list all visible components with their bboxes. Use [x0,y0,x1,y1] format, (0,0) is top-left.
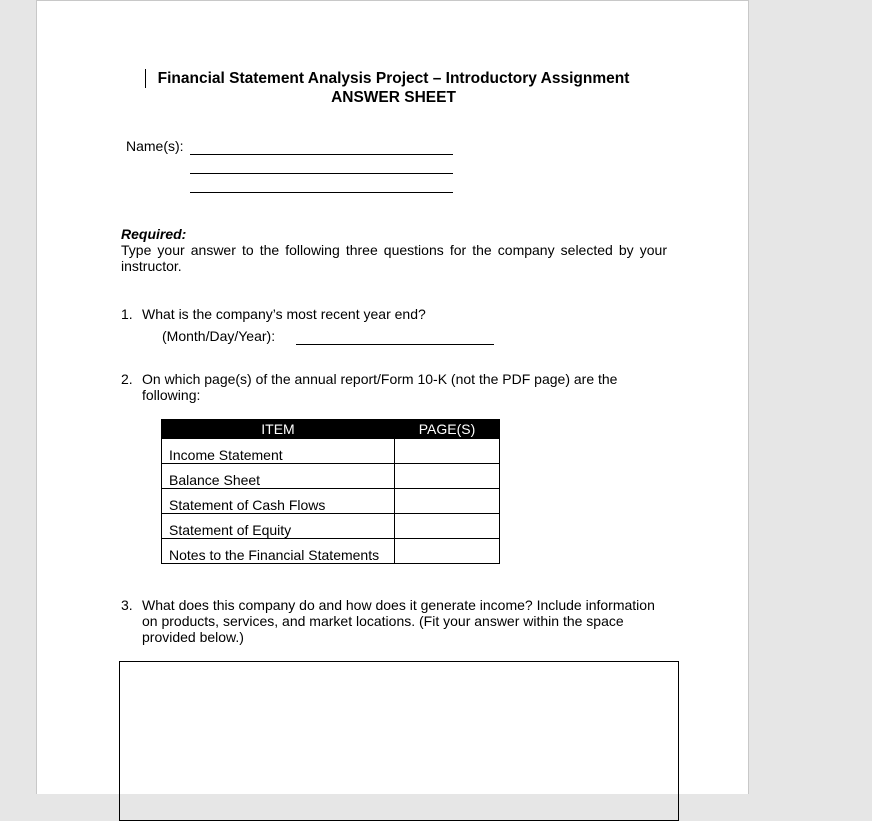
question-1-text: What is the company’s most recent year end? [142,306,426,322]
question-3-number: 3. [121,597,133,613]
statements-table [161,419,500,564]
name-line-1[interactable] [190,154,453,155]
name-line-2[interactable] [190,173,453,174]
document-subtitle: ANSWER SHEET [331,89,456,106]
table-row [162,489,500,514]
name-line-3[interactable] [190,192,453,193]
table-row [162,439,500,464]
table-row [162,539,500,564]
required-label: Required: [121,226,187,242]
question-2-text: On which page(s) of the annual report/Form 10-K (not the PDF page) are the following: [142,371,618,403]
page-cell-equity[interactable] [395,514,500,539]
item-equity: Statement of Equity [162,514,395,539]
question-1-number: 1. [121,306,133,322]
question-3-answer-box[interactable] [119,661,679,821]
item-notes: Notes to the Financial Statements [162,539,395,564]
name-label: Name(s): [126,138,184,154]
item-column-header: ITEM [162,420,395,439]
question-2-number: 2. [121,371,133,387]
item-income-statement: Income Statement [162,439,395,464]
page-cell-cash-flows[interactable] [395,489,500,514]
page-cell-notes[interactable] [395,539,500,564]
question-1-date-line[interactable] [296,344,494,345]
required-instructions: Type your answer to the following three questions for the company selected by your instructor. [121,242,667,274]
item-cash-flows: Statement of Cash Flows [162,489,395,514]
table-header-row [162,420,500,439]
page-cell-income-statement[interactable] [395,439,500,464]
document-title: Financial Statement Analysis Project – Introductory Assignment [157,70,630,87]
table-row [162,514,500,539]
pages-column-header: PAGE(S) [395,420,500,439]
document-page[interactable] [36,0,749,794]
table-row [162,464,500,489]
page-cell-balance-sheet[interactable] [395,464,500,489]
question-1-date-label: (Month/Day/Year): [162,328,276,344]
question-3-text: What does this company do and how does it generate income? Include information on products, services, and market locations. (Fit your answer within the space provided below.) [142,597,655,645]
item-balance-sheet: Balance Sheet [162,464,395,489]
